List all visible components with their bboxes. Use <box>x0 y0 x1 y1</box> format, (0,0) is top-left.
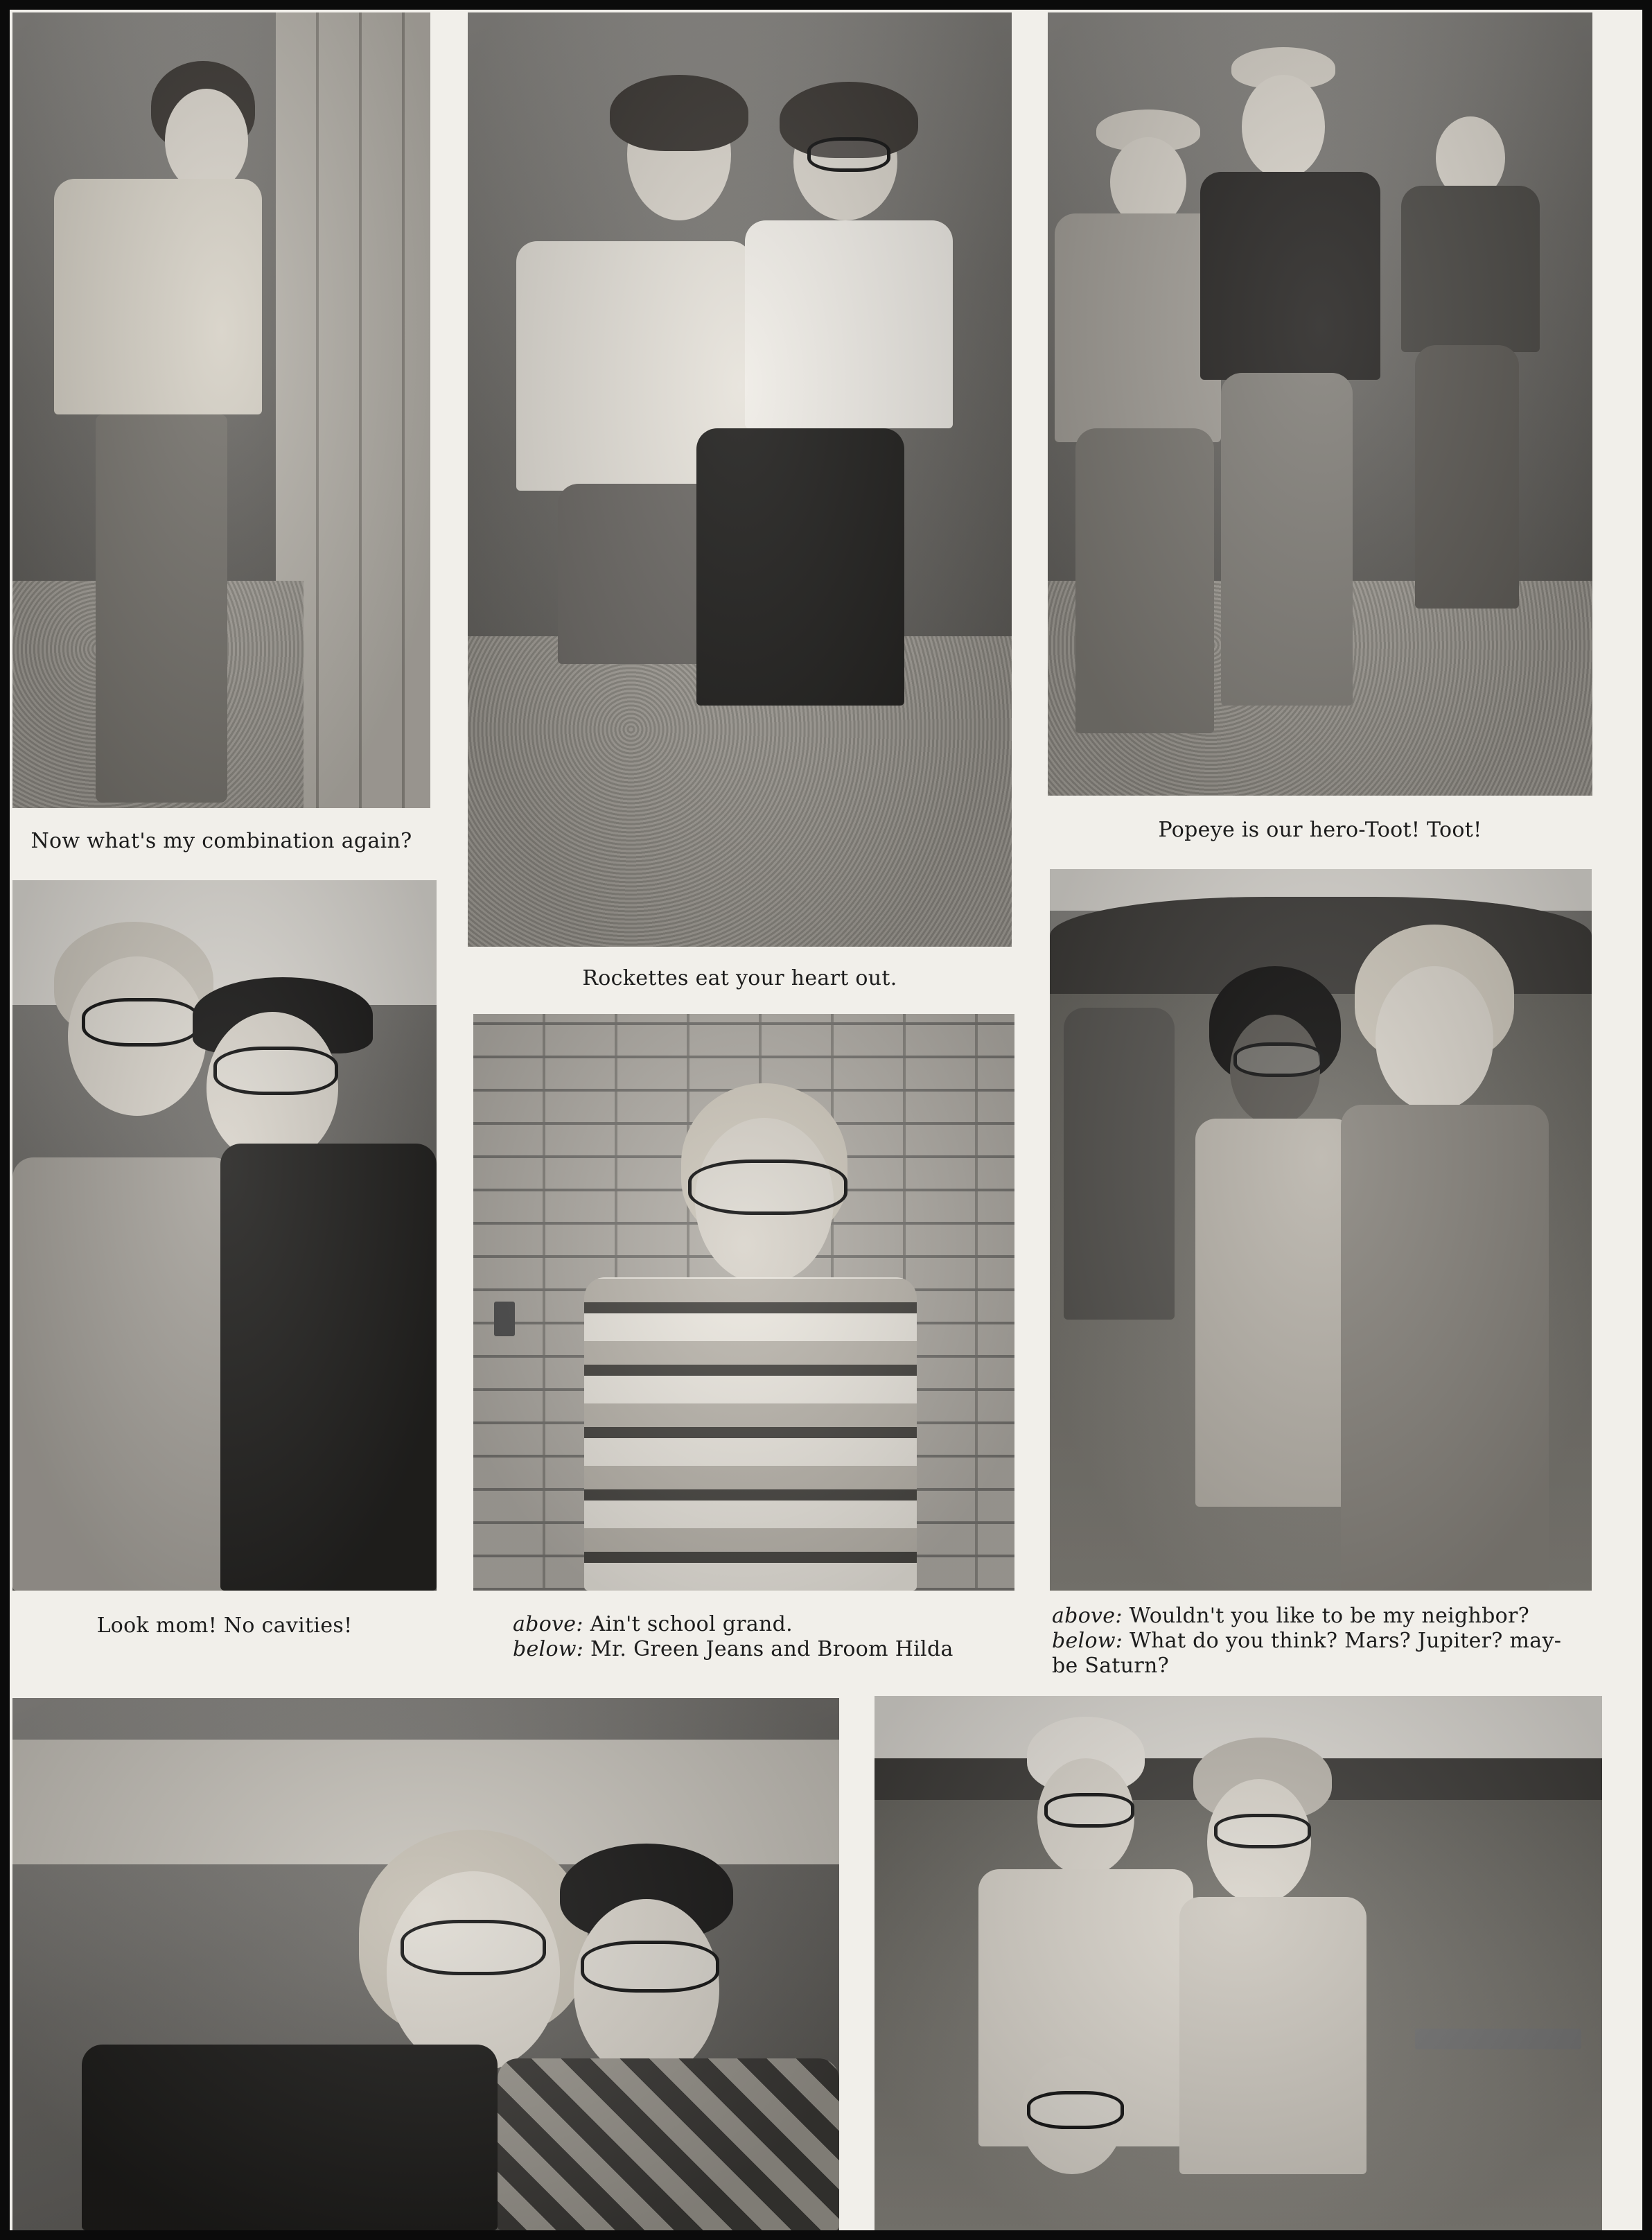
figure-glasses <box>1214 1814 1311 1848</box>
figure-cardigan <box>1341 1105 1549 1591</box>
caption-locker: Now what's my combination again? <box>30 829 412 853</box>
figure-shirt <box>54 179 262 414</box>
caption-above-label: above: <box>513 1612 583 1636</box>
figure-wig <box>1209 966 1341 1084</box>
caption-above-text: Ain't school grand. <box>583 1612 793 1636</box>
photo-popeye <box>1048 12 1592 796</box>
figure-glasses <box>401 1920 546 1975</box>
figure-outfit <box>1195 1119 1355 1507</box>
photo-mars-jupiter-saturn <box>875 1696 1602 2230</box>
figure-glasses <box>581 1941 719 1993</box>
figure-jeans <box>96 414 227 803</box>
figure-hat <box>1231 47 1335 89</box>
figure-hair <box>610 75 748 151</box>
figure-hair <box>151 61 255 151</box>
photo-rockettes <box>468 12 1012 947</box>
caption-below-label: below: <box>1052 1629 1123 1653</box>
light-switch <box>494 1302 515 1336</box>
lockers <box>276 12 430 808</box>
caption-below-text: Mr. Green Jeans and Broom Hilda <box>583 1637 954 1661</box>
figure-head <box>1242 75 1325 179</box>
figure-head <box>68 956 206 1116</box>
hallway-floor <box>1048 581 1592 796</box>
figure-cap <box>193 977 373 1053</box>
field <box>875 1800 1602 2230</box>
photo-locker-combination <box>12 12 430 808</box>
figure-head <box>1376 966 1493 1112</box>
figure-head <box>1110 137 1186 227</box>
figure-glasses <box>1044 1793 1134 1828</box>
sky <box>875 1696 1602 1779</box>
table <box>12 1740 839 1864</box>
figure-jacket <box>220 1144 437 1591</box>
figure-hair <box>780 82 918 158</box>
figure-hair <box>359 1830 588 2038</box>
caption-below-cont: be Saturn? <box>1052 1654 1170 1678</box>
caption-above-label: above: <box>1052 1604 1123 1628</box>
figure-hair <box>681 1083 847 1243</box>
figure-jacket <box>1401 186 1540 352</box>
caption-above-text: Wouldn't you like to be my neighbor? <box>1122 1604 1530 1628</box>
figure-head <box>627 89 731 220</box>
caption-rockettes: Rockettes eat your heart out. <box>582 966 897 990</box>
figure-print-shirt <box>1179 1897 1367 2174</box>
photo-green-jeans-broom-hilda <box>12 1698 839 2230</box>
caption-below-label: below: <box>513 1637 584 1661</box>
figure-helmet <box>1027 1717 1145 1793</box>
figure-head <box>206 1012 338 1164</box>
figure-head <box>165 89 248 193</box>
bg-figure <box>1064 1008 1175 1320</box>
figure-patchwork-shirt <box>498 2058 839 2230</box>
figure-head <box>1207 1779 1311 1904</box>
figure-jeans <box>1075 428 1214 733</box>
figure-cap <box>560 1844 733 1941</box>
figure-patterned-shirt <box>584 1277 917 1591</box>
caption-no-cavities: Look mom! No cavities! <box>96 1613 353 1638</box>
hallway-floor <box>468 636 1012 947</box>
child-head <box>1020 2056 1124 2174</box>
trees <box>1050 897 1592 994</box>
figure-glasses <box>82 998 200 1047</box>
figure-head <box>695 1118 834 1284</box>
child-glasses <box>1027 2091 1124 2129</box>
figure-head <box>1230 1015 1320 1126</box>
figure-hat <box>1193 1738 1332 1821</box>
caption-school-grand <box>513 1612 1012 1662</box>
figure-overalls <box>12 1157 234 1591</box>
figure-sweatshirt <box>1200 172 1380 380</box>
figure-top <box>745 220 953 428</box>
figure-jeans <box>1221 373 1353 706</box>
figure-print-shirt <box>978 1869 1193 2146</box>
figure-jeans <box>1415 345 1519 609</box>
figure-head <box>574 1899 719 2079</box>
figure-hair <box>1355 925 1514 1063</box>
figure-top <box>516 241 752 491</box>
bench <box>1415 2029 1581 2049</box>
figure-head <box>387 1871 560 2072</box>
hallway-floor <box>12 581 304 808</box>
figure-jacket <box>1055 213 1221 442</box>
figure-head <box>1037 1758 1134 1876</box>
caption-below-text: What do you think? Mars? Jupiter? may- <box>1123 1629 1562 1653</box>
figure-head <box>793 103 897 220</box>
trees <box>875 1758 1602 1800</box>
photo-neighbor <box>1050 869 1592 1591</box>
figure-hat <box>1096 110 1200 151</box>
figure-jacket <box>82 2045 498 2230</box>
figure-pants <box>558 484 717 664</box>
figure-glasses <box>688 1160 847 1215</box>
ground <box>1050 994 1592 1591</box>
caption-popeye: Popeye is our hero-Toot! Toot! <box>1158 818 1482 842</box>
figure-glasses <box>213 1047 338 1095</box>
photo-no-cavities <box>12 880 437 1591</box>
photo-school-grand <box>473 1014 1014 1591</box>
caption-neighbor <box>1052 1604 1592 1679</box>
brick-wall <box>473 1014 1014 1591</box>
figure-glasses <box>807 137 890 172</box>
figure-glasses <box>1233 1042 1324 1077</box>
figure-hair <box>54 922 213 1040</box>
sky <box>12 880 437 1005</box>
sky <box>1050 869 1592 911</box>
figure-pants <box>696 428 904 706</box>
figure-head <box>1436 116 1505 200</box>
